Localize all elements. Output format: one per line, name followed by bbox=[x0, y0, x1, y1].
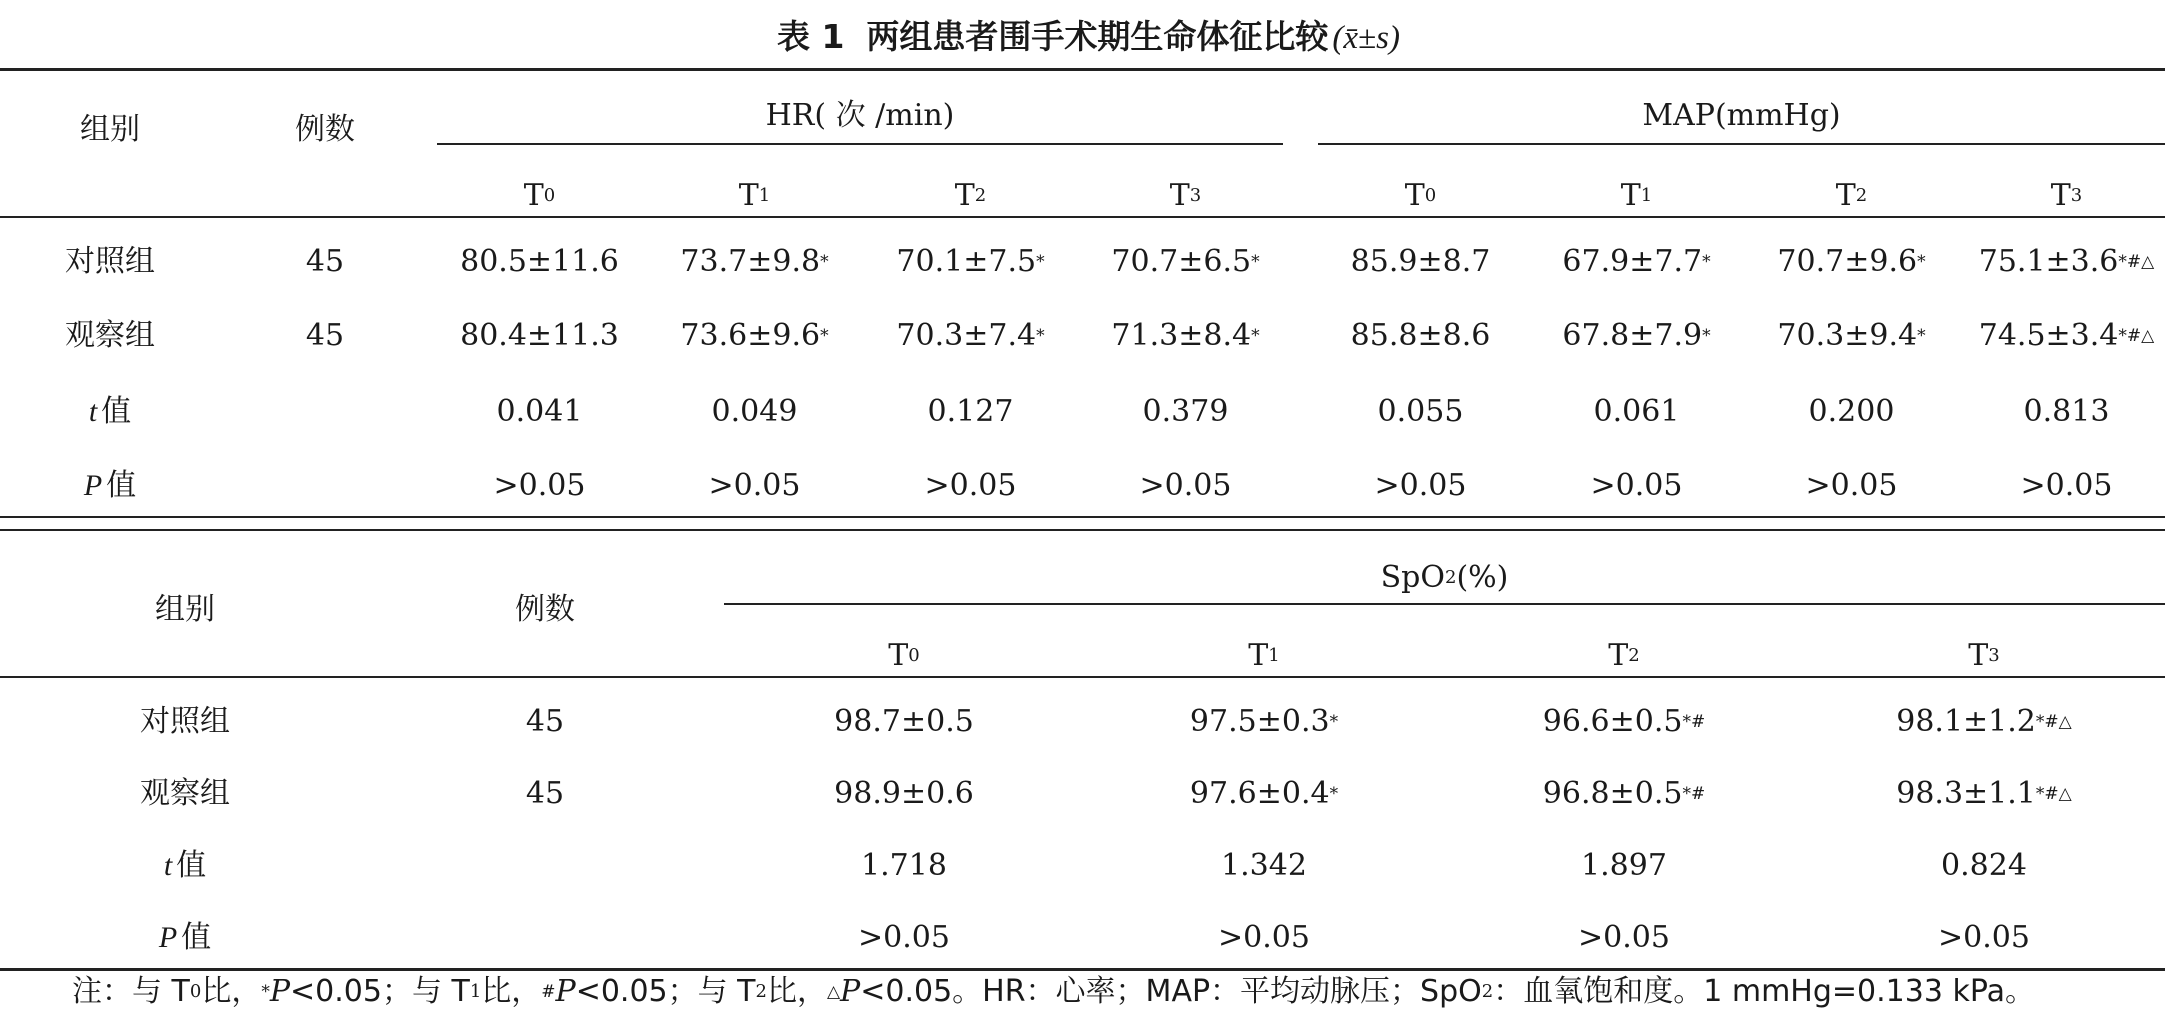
table1-value-cell: 67.8±7.9 * bbox=[1562, 318, 1711, 353]
time-letter: T bbox=[1968, 638, 1989, 673]
cell-value: 96.6±0.5 bbox=[1542, 704, 1683, 739]
table2-value-cell bbox=[1084, 918, 1444, 958]
table2-time-header-3: T 3 bbox=[1968, 638, 2000, 673]
table2-value-cell: 98.3±1.1 *#△ bbox=[1896, 776, 2072, 811]
cell-value: >0.05 bbox=[493, 468, 586, 503]
cell-value: >0.05 bbox=[1139, 468, 1232, 503]
table1-value-cell: 70.7±6.5 * bbox=[1111, 244, 1260, 279]
cell-value: 73.6±9.6 bbox=[680, 318, 821, 353]
table2-value-cell bbox=[1444, 846, 1804, 886]
table2-count-cell: 45 bbox=[525, 776, 565, 811]
table1-value-cell: 70.1±7.5 * bbox=[896, 244, 1045, 279]
row-label-stat-symbol: t bbox=[163, 849, 173, 882]
table1-row-label bbox=[0, 242, 220, 282]
table1-time-header-5: T 1 bbox=[1620, 178, 1653, 213]
table2-value-cell: 96.6±0.5 *# bbox=[1542, 704, 1706, 739]
table1-count-cell bbox=[220, 466, 430, 506]
table1-value-cell bbox=[1534, 392, 1739, 432]
cell-value: >0.05 bbox=[708, 468, 801, 503]
cell-value: 71.3±8.4 bbox=[1111, 318, 1252, 353]
spo2-prefix: SpO bbox=[1380, 560, 1445, 595]
spo2-unit: (%) bbox=[1456, 560, 1509, 595]
table1-value-cell bbox=[1964, 392, 2169, 432]
cell-value: 75.1±3.6 bbox=[1978, 244, 2119, 279]
cell-value: 98.9±0.6 bbox=[834, 776, 974, 811]
note-p3: P bbox=[840, 974, 861, 1009]
table2-value-cell bbox=[724, 702, 1084, 742]
note-p2: P bbox=[555, 974, 576, 1009]
table1-value-cell bbox=[437, 316, 642, 356]
note-part7: ：血氧饱和度。1 mmHg=0.133 kPa。 bbox=[1493, 974, 2035, 1009]
time-letter: T bbox=[1608, 638, 1629, 673]
note-p1: P bbox=[269, 974, 291, 1009]
table1-header-bottom-rule bbox=[0, 216, 2165, 218]
row-label-text: 值 bbox=[101, 394, 132, 429]
table-footnote: 注：与 T 0 比， * P <0.05；与 T 1 比， # P <0.05；与 T 2 比， △ P <0.05。HR：心率；MAP：平均动脉压；SpO 2 ：血氧饱和度。1 mmHg=0.133 kPa。 bbox=[72, 974, 2035, 1009]
table1-value-cell bbox=[1083, 466, 1288, 506]
table-number: 表 1 bbox=[776, 17, 845, 56]
cell-value: 96.8±0.5 bbox=[1542, 776, 1683, 811]
note-part4: <0.05；与 T bbox=[575, 974, 756, 1009]
cell-value: 98.7±0.5 bbox=[834, 704, 974, 739]
cell-value: 0.061 bbox=[1593, 394, 1680, 429]
cell-value: 67.8±7.9 bbox=[1562, 318, 1703, 353]
table1-row-label bbox=[0, 392, 220, 432]
row-label-text: 对照组 bbox=[140, 704, 230, 739]
table1-time-header-0: T 0 bbox=[523, 178, 556, 213]
table1-time-header-1: T 1 bbox=[738, 178, 771, 213]
table1-value-cell: 71.3±8.4 * bbox=[1111, 318, 1260, 353]
table1-value-cell: 70.3±9.4 * bbox=[1777, 318, 1926, 353]
cell-value: 1.897 bbox=[1581, 848, 1667, 883]
cell-value: 1.342 bbox=[1221, 848, 1307, 883]
cell-value: 67.9±7.7 bbox=[1562, 244, 1703, 279]
time-letter: T bbox=[1404, 178, 1425, 213]
table2-value-cell bbox=[724, 918, 1084, 958]
note-part1: 比， bbox=[201, 974, 262, 1009]
table1-value-cell bbox=[437, 392, 642, 432]
time-letter: T bbox=[888, 638, 909, 673]
table2-value-cell bbox=[1804, 846, 2164, 886]
table1-value-cell: 70.7±9.6 * bbox=[1777, 244, 1926, 279]
cell-value: 0.379 bbox=[1142, 394, 1229, 429]
row-label-text: 观察组 bbox=[65, 318, 155, 353]
cell-value: 0.127 bbox=[927, 394, 1014, 429]
cell-value: 0.049 bbox=[711, 394, 798, 429]
table2-row-label bbox=[60, 918, 310, 958]
cell-value: 0.041 bbox=[496, 394, 583, 429]
cell-value: 0.824 bbox=[1941, 848, 2027, 883]
table1-value-cell bbox=[1318, 392, 1523, 432]
table1-value-cell bbox=[652, 466, 857, 506]
table1-time-header-3: T 3 bbox=[1169, 178, 1202, 213]
table1-count-cell bbox=[220, 392, 430, 432]
table2-value-cell: 97.6±0.4 * bbox=[1189, 776, 1339, 811]
table2-group-header: 组别 bbox=[155, 592, 215, 627]
note-part5: 比， bbox=[766, 974, 827, 1009]
table2-header-bottom-rule bbox=[0, 676, 2165, 678]
cell-value: 0.055 bbox=[1377, 394, 1464, 429]
cell-value: >0.05 bbox=[1374, 468, 1467, 503]
row-label-stat-symbol: P bbox=[83, 469, 103, 502]
table1-value-cell: 74.5±3.4 *#△ bbox=[1978, 318, 2155, 353]
note-part6: <0.05。HR：心率；MAP：平均动脉压；SpO bbox=[860, 974, 1482, 1009]
row-label-text: 值 bbox=[106, 468, 137, 503]
time-letter: T bbox=[954, 178, 975, 213]
time-letter: T bbox=[2050, 178, 2071, 213]
cell-value: 1.718 bbox=[861, 848, 947, 883]
table2-count-cell: 45 bbox=[525, 704, 565, 739]
table2-value-cell bbox=[724, 774, 1084, 814]
cell-value: 97.6±0.4 bbox=[1189, 776, 1330, 811]
note-lead: 注：与 T bbox=[72, 974, 190, 1009]
time-letter: T bbox=[738, 178, 759, 213]
cell-value: 70.3±9.4 bbox=[1777, 318, 1918, 353]
table2-value-cell bbox=[1444, 918, 1804, 958]
row-label-stat-symbol: P bbox=[158, 921, 178, 954]
table1-hr-header: HR( 次 /min) bbox=[765, 98, 955, 133]
table2-row-label bbox=[60, 774, 310, 814]
time-letter: T bbox=[1835, 178, 1856, 213]
table1-value-cell: 70.3±7.4 * bbox=[896, 318, 1045, 353]
table1-bottom-rule bbox=[0, 516, 2165, 518]
cell-value: >0.05 bbox=[858, 920, 950, 955]
table1-value-cell: 67.9±7.7 * bbox=[1562, 244, 1711, 279]
cell-value: 80.4±11.3 bbox=[460, 318, 619, 353]
table1-value-cell: 73.6±9.6 * bbox=[680, 318, 829, 353]
time-letter: T bbox=[1169, 178, 1190, 213]
table1-count-cell: 45 bbox=[305, 318, 345, 353]
table1-count-header: 例数 bbox=[295, 112, 355, 147]
table1-map-header: MAP(mmHg) bbox=[1642, 98, 1841, 133]
cell-value: >0.05 bbox=[1578, 920, 1670, 955]
cell-value: >0.05 bbox=[1218, 920, 1310, 955]
table1-time-header-4: T 0 bbox=[1404, 178, 1437, 213]
table2-time-header-1: T 1 bbox=[1248, 638, 1280, 673]
table1-time-header-6: T 2 bbox=[1835, 178, 1868, 213]
table1-value-cell bbox=[652, 392, 857, 432]
table2-spo2-span-rule bbox=[724, 603, 2165, 605]
table2-value-cell bbox=[724, 846, 1084, 886]
row-label-stat-symbol: t bbox=[88, 395, 98, 428]
table1-hr-span-rule bbox=[437, 143, 1283, 145]
cell-value: >0.05 bbox=[924, 468, 1017, 503]
cell-value: 85.8±8.6 bbox=[1350, 318, 1491, 353]
cell-value: 0.200 bbox=[1808, 394, 1895, 429]
table1-value-cell: 73.7±9.8 * bbox=[680, 244, 829, 279]
table1-value-cell bbox=[868, 392, 1073, 432]
table1-value-cell bbox=[1749, 466, 1954, 506]
cell-value: 80.5±11.6 bbox=[460, 244, 619, 279]
row-label-text: 对照组 bbox=[65, 244, 155, 279]
table2-value-cell: 96.8±0.5 *# bbox=[1542, 776, 1706, 811]
table1-top-rule bbox=[0, 68, 2165, 71]
cell-value: 70.7±6.5 bbox=[1111, 244, 1252, 279]
table1-value-cell bbox=[437, 466, 642, 506]
table1-value-cell bbox=[868, 466, 1073, 506]
table2-row-label bbox=[60, 846, 310, 886]
table1-value-cell bbox=[1749, 392, 1954, 432]
table1-value-cell: 75.1±3.6 *#△ bbox=[1978, 244, 2155, 279]
table-title bbox=[0, 14, 2177, 61]
table2-value-cell bbox=[1084, 846, 1444, 886]
table1-row-label bbox=[0, 466, 220, 506]
cell-value: 70.3±7.4 bbox=[896, 318, 1037, 353]
cell-value: 70.7±9.6 bbox=[1777, 244, 1918, 279]
table2-top-rule bbox=[0, 529, 2165, 531]
cell-value: 74.5±3.4 bbox=[1978, 318, 2119, 353]
table2-bottom-rule bbox=[0, 968, 2165, 971]
table1-value-cell bbox=[1318, 466, 1523, 506]
table1-map-span-rule bbox=[1318, 143, 2165, 145]
table1-value-cell bbox=[437, 242, 642, 282]
table1-value-cell bbox=[1534, 466, 1739, 506]
table2-time-header-2: T 2 bbox=[1608, 638, 1640, 673]
cell-value: >0.05 bbox=[2020, 468, 2113, 503]
cell-value: 98.3±1.1 bbox=[1896, 776, 2036, 811]
table2-value-cell bbox=[1804, 918, 2164, 958]
row-label-text: 值 bbox=[176, 848, 207, 883]
cell-value: >0.05 bbox=[1805, 468, 1898, 503]
table2-value-cell: 97.5±0.3 * bbox=[1189, 704, 1339, 739]
time-letter: T bbox=[1248, 638, 1269, 673]
note-part2: <0.05；与 T bbox=[290, 974, 470, 1009]
row-label-text: 值 bbox=[181, 920, 212, 955]
table1-value-cell bbox=[1318, 316, 1523, 356]
table1-value-cell bbox=[1964, 466, 2169, 506]
table2-time-header-0: T 0 bbox=[888, 638, 920, 673]
cell-value: >0.05 bbox=[1590, 468, 1683, 503]
table1-time-header-7: T 3 bbox=[2050, 178, 2083, 213]
table1-value-cell bbox=[1083, 392, 1288, 432]
table1-group-header: 组别 bbox=[80, 112, 140, 147]
table1-value-cell bbox=[1318, 242, 1523, 282]
note-part3: 比， bbox=[481, 974, 542, 1009]
cell-value: 98.1±1.2 bbox=[1896, 704, 2036, 739]
cell-value: 73.7±9.8 bbox=[680, 244, 821, 279]
table2-count-cell bbox=[420, 918, 670, 958]
table1-row-label bbox=[0, 316, 220, 356]
table2-count-header: 例数 bbox=[515, 592, 575, 627]
table-caption: 两组患者围手术期生命体征比较 bbox=[866, 17, 1329, 56]
table1-time-header-2: T 2 bbox=[954, 178, 987, 213]
table2-spo2-header: SpO 2 (%) bbox=[1380, 560, 1509, 595]
table2-row-label bbox=[60, 702, 310, 742]
table2-count-cell bbox=[420, 846, 670, 886]
cell-value: 85.9±8.7 bbox=[1350, 244, 1491, 279]
cell-value: >0.05 bbox=[1938, 920, 2030, 955]
table-stat-notation: (x̄±s) bbox=[1332, 20, 1401, 56]
time-letter: T bbox=[523, 178, 544, 213]
table1-count-cell: 45 bbox=[305, 244, 345, 279]
table2-value-cell: 98.1±1.2 *#△ bbox=[1896, 704, 2072, 739]
row-label-text: 观察组 bbox=[140, 776, 230, 811]
cell-value: 70.1±7.5 bbox=[896, 244, 1037, 279]
time-letter: T bbox=[1620, 178, 1641, 213]
cell-value: 0.813 bbox=[2023, 394, 2110, 429]
cell-value: 97.5±0.3 bbox=[1189, 704, 1330, 739]
